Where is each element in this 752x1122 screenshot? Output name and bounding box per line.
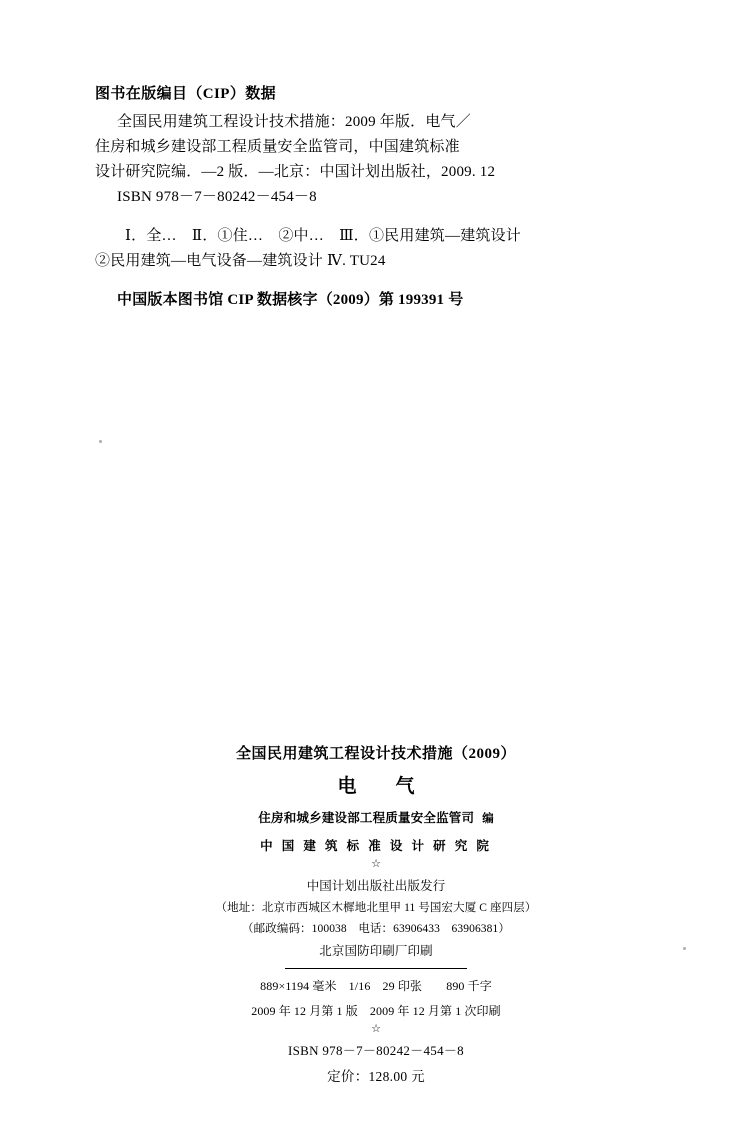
cip-heading: 图书在版编目（CIP）数据 xyxy=(95,86,277,102)
star-ornament: ☆ xyxy=(371,1023,381,1035)
colophon-subject: 电 气 xyxy=(337,776,425,797)
divider-rule xyxy=(285,968,467,969)
colophon-organization-1 xyxy=(0,808,752,826)
cip-entry-line: 设计研究院编．—2 版．—北京：中国计划出版社，2009. 12 xyxy=(95,164,496,180)
colophon-title: 全国民用建筑工程设计技术措施（2009） xyxy=(235,746,516,762)
organization-name: 住房和城乡建设部工程质量安全监管司 xyxy=(258,811,475,825)
cip-classification-line: ②民用建筑—电气设备—建筑设计 Ⅳ. TU24 xyxy=(95,253,386,269)
cip-classification-line: Ⅰ．全… Ⅱ．①住… ②中… Ⅲ．①民用建筑—建筑设计 xyxy=(125,228,521,244)
printer-line: 北京国防印刷厂印刷 xyxy=(319,944,433,958)
cip-classification xyxy=(95,224,655,274)
book-spec-line: 889×1194 毫米 1/16 29 印张 890 千字 xyxy=(260,979,492,993)
publisher-line: 中国计划出版社出版发行 xyxy=(306,879,446,893)
cip-block xyxy=(95,82,655,309)
organization-name: 中 国 建 筑 标 准 设 计 研 究 院 xyxy=(260,839,492,853)
cip-entry-line: 住房和城乡建设部工程质量安全监管司，中国建筑标准 xyxy=(95,139,460,155)
cip-entry-line: ISBN 978－7－80242－454－8 xyxy=(117,189,317,205)
publisher-address: （地址：北京市西城区木樨地北里甲 11 号国宏大厦 C 座四层） xyxy=(215,902,537,914)
isbn-line: ISBN 978－7－80242－454－8 xyxy=(288,1043,464,1058)
colophon-organization-2 xyxy=(0,836,752,854)
star-ornament: ☆ xyxy=(371,858,381,870)
scan-speck xyxy=(99,440,102,443)
colophon-block xyxy=(0,742,752,1085)
organization-role: 编 xyxy=(482,813,494,825)
cip-number: 中国版本图书馆 CIP 数据核字（2009）第 199391 号 xyxy=(117,292,464,308)
cip-entry-line: 全国民用建筑工程设计技术措施：2009 年版．电气／ xyxy=(117,114,471,130)
publisher-contact: （邮政编码：100038 电话：63906433 63906381） xyxy=(242,923,510,935)
book-edition-line: 2009 年 12 月第 1 版 2009 年 12 月第 1 次印刷 xyxy=(251,1004,501,1018)
price-line: 定价：128.00 元 xyxy=(327,1069,425,1084)
